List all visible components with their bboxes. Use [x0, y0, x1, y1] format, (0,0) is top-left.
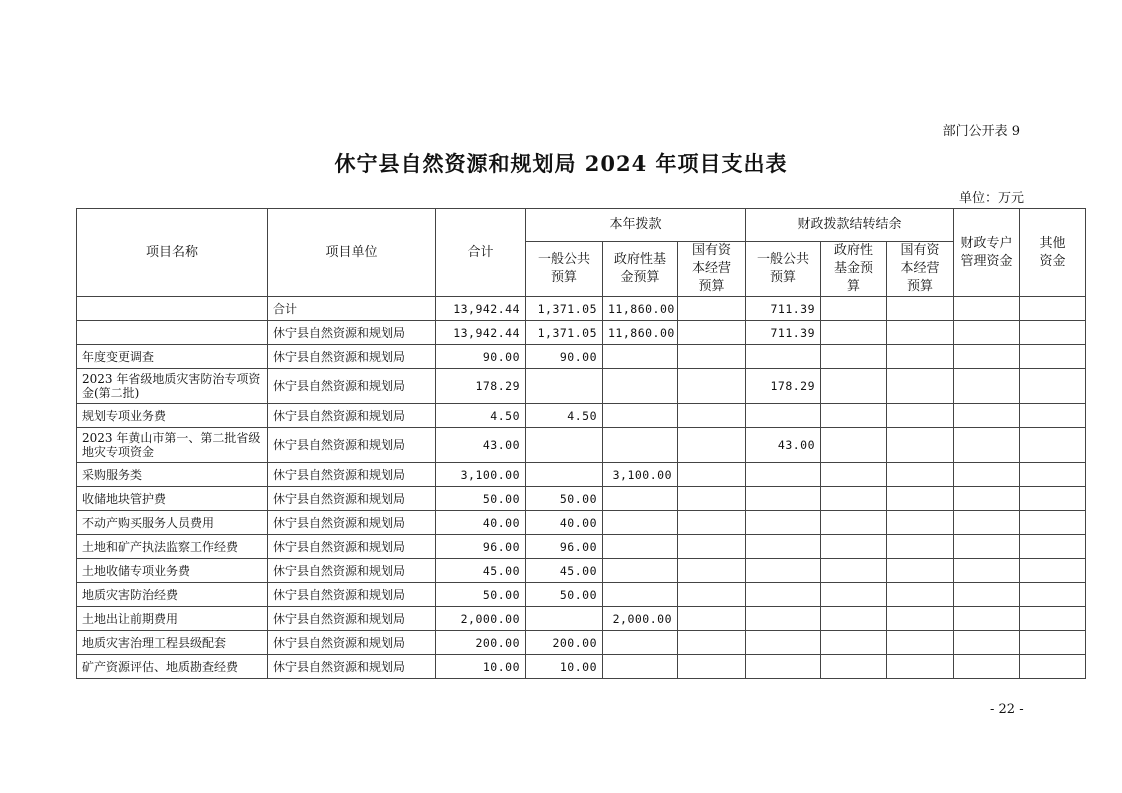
cell-name: 土地和矿产执法监察工作经费 [77, 535, 268, 559]
cell-state-capital [678, 487, 746, 511]
cell-total: 96.00 [436, 535, 526, 559]
cell-carry-state-capital [887, 583, 954, 607]
cell-name: 不动产购买服务人员费用 [77, 511, 268, 535]
table-row [77, 535, 1086, 559]
table-row [77, 369, 1086, 404]
cell-name: 采购服务类 [77, 463, 268, 487]
cell-special [954, 369, 1020, 404]
cell-carry-state-capital [887, 511, 954, 535]
cell-other [1020, 463, 1086, 487]
cell-carry-gov-fund [821, 535, 887, 559]
table-row [77, 583, 1086, 607]
cell-state-capital [678, 404, 746, 428]
cell-general [526, 369, 603, 404]
cell-name: 土地出让前期费用 [77, 607, 268, 631]
cell-general: 4.50 [526, 404, 603, 428]
cell-general: 10.00 [526, 655, 603, 679]
cell-general: 50.00 [526, 583, 603, 607]
cell-gov-fund [603, 428, 678, 463]
cell-carry-state-capital [887, 321, 954, 345]
cell-unit: 休宁县自然资源和规划局 [268, 607, 436, 631]
cell-carry-state-capital [887, 559, 954, 583]
cell-gov-fund [603, 404, 678, 428]
col-state-capital-budget [678, 242, 746, 297]
cell-unit: 休宁县自然资源和规划局 [268, 631, 436, 655]
cell-special [954, 463, 1020, 487]
col-project-name: 项目名称 [77, 209, 268, 297]
cell-carry-gov-fund [821, 463, 887, 487]
col-carry-gov-fund [821, 242, 887, 297]
cell-unit: 休宁县自然资源和规划局 [268, 583, 436, 607]
cell-unit: 休宁县自然资源和规划局 [268, 511, 436, 535]
cell-carry-state-capital [887, 535, 954, 559]
cell-name: 矿产资源评估、地质勘查经费 [77, 655, 268, 679]
cell-general: 1,371.05 [526, 297, 603, 321]
table-row [77, 297, 1086, 321]
col-gov-fund-budget [603, 242, 678, 297]
table-row [77, 655, 1086, 679]
cell-gov-fund [603, 583, 678, 607]
table-header [77, 209, 1086, 297]
cell-other [1020, 428, 1086, 463]
cell-carry-gov-fund [821, 487, 887, 511]
cell-total: 90.00 [436, 345, 526, 369]
cell-carry-general [746, 345, 821, 369]
cell-state-capital [678, 369, 746, 404]
col-special-account-label: 财政专户管理资金 [960, 235, 1013, 269]
cell-special [954, 535, 1020, 559]
cell-state-capital [678, 297, 746, 321]
table-row [77, 511, 1086, 535]
table-row [77, 404, 1086, 428]
cell-total: 13,942.44 [436, 297, 526, 321]
cell-other [1020, 631, 1086, 655]
cell-carry-gov-fund [821, 404, 887, 428]
cell-carry-general [746, 404, 821, 428]
cell-unit: 休宁县自然资源和规划局 [268, 428, 436, 463]
col-general-budget-label: 一般公共预算 [537, 252, 590, 285]
cell-carry-state-capital [887, 428, 954, 463]
cell-name: 2023 年黄山市第一、第二批省级地灾专项资金 [77, 428, 268, 463]
col-state-capital-budget-label: 国有资本经营预算 [691, 243, 731, 294]
cell-special [954, 511, 1020, 535]
cell-general [526, 463, 603, 487]
cell-name: 土地收储专项业务费 [77, 559, 268, 583]
col-carry-general-label: 一般公共预算 [757, 252, 810, 285]
cell-carry-general: 43.00 [746, 428, 821, 463]
cell-name: 地质灾害防治经费 [77, 583, 268, 607]
cell-total: 13,942.44 [436, 321, 526, 345]
cell-carry-state-capital [887, 607, 954, 631]
cell-special [954, 321, 1020, 345]
cell-total: 178.29 [436, 369, 526, 404]
cell-carry-general [746, 511, 821, 535]
cell-general: 200.00 [526, 631, 603, 655]
cell-carry-state-capital [887, 487, 954, 511]
cell-other [1020, 297, 1086, 321]
cell-gov-fund [603, 559, 678, 583]
col-other-funds-label: 其他资金 [1039, 235, 1066, 269]
cell-unit: 休宁县自然资源和规划局 [268, 655, 436, 679]
cell-state-capital [678, 511, 746, 535]
cell-total: 200.00 [436, 631, 526, 655]
cell-carry-gov-fund [821, 511, 887, 535]
cell-other [1020, 487, 1086, 511]
col-total: 合计 [436, 209, 526, 297]
cell-general: 90.00 [526, 345, 603, 369]
cell-carry-gov-fund [821, 428, 887, 463]
col-carry-general [746, 242, 821, 297]
cell-name [77, 321, 268, 345]
cell-carry-general [746, 559, 821, 583]
cell-carry-state-capital [887, 297, 954, 321]
cell-unit: 休宁县自然资源和规划局 [268, 369, 436, 404]
cell-carry-gov-fund [821, 631, 887, 655]
cell-carry-gov-fund [821, 607, 887, 631]
cell-carry-general [746, 583, 821, 607]
col-project-unit: 项目单位 [268, 209, 436, 297]
cell-unit: 休宁县自然资源和规划局 [268, 345, 436, 369]
cell-total: 45.00 [436, 559, 526, 583]
cell-general: 96.00 [526, 535, 603, 559]
page-number: - 22 - [990, 702, 1024, 717]
cell-gov-fund: 11,860.00 [603, 321, 678, 345]
cell-carry-gov-fund [821, 297, 887, 321]
cell-state-capital [678, 559, 746, 583]
cell-carry-general: 711.39 [746, 297, 821, 321]
cell-carry-state-capital [887, 463, 954, 487]
cell-total: 4.50 [436, 404, 526, 428]
cell-general [526, 428, 603, 463]
unit-label: 单位：万元 [958, 191, 1024, 206]
cell-carry-general [746, 631, 821, 655]
cell-state-capital [678, 607, 746, 631]
cell-gov-fund [603, 535, 678, 559]
cell-name: 2023 年省级地质灾害防治专项资金(第二批) [77, 369, 268, 404]
cell-carry-general [746, 535, 821, 559]
cell-unit: 休宁县自然资源和规划局 [268, 463, 436, 487]
cell-general [526, 607, 603, 631]
cell-special [954, 297, 1020, 321]
cell-state-capital [678, 631, 746, 655]
cell-carry-general [746, 655, 821, 679]
col-general-budget [526, 242, 603, 297]
table-row [77, 463, 1086, 487]
table-body [77, 297, 1086, 679]
cell-state-capital [678, 535, 746, 559]
col-carry-state-capital-label: 国有资本经营预算 [900, 243, 940, 294]
col-gov-fund-budget-label: 政府性基金预算 [613, 252, 666, 285]
cell-unit: 休宁县自然资源和规划局 [268, 559, 436, 583]
col-group-current-year: 本年拨款 [526, 209, 746, 242]
cell-carry-state-capital [887, 631, 954, 655]
cell-gov-fund [603, 369, 678, 404]
cell-total: 3,100.00 [436, 463, 526, 487]
cell-unit: 合计 [268, 297, 436, 321]
cell-name: 地质灾害治理工程县级配套 [77, 631, 268, 655]
cell-unit: 休宁县自然资源和规划局 [268, 404, 436, 428]
cell-special [954, 559, 1020, 583]
cell-gov-fund: 2,000.00 [603, 607, 678, 631]
cell-other [1020, 535, 1086, 559]
cell-special [954, 631, 1020, 655]
cell-total: 43.00 [436, 428, 526, 463]
cell-state-capital [678, 583, 746, 607]
cell-unit: 休宁县自然资源和规划局 [268, 321, 436, 345]
cell-name: 年度变更调查 [77, 345, 268, 369]
cell-carry-general: 711.39 [746, 321, 821, 345]
cell-total: 50.00 [436, 583, 526, 607]
cell-other [1020, 404, 1086, 428]
cell-special [954, 428, 1020, 463]
cell-other [1020, 583, 1086, 607]
cell-carry-gov-fund [821, 369, 887, 404]
cell-carry-gov-fund [821, 559, 887, 583]
cell-total: 50.00 [436, 487, 526, 511]
cell-carry-general [746, 463, 821, 487]
cell-general: 1,371.05 [526, 321, 603, 345]
table-row [77, 631, 1086, 655]
cell-other [1020, 607, 1086, 631]
col-group-carryover: 财政拨款结转结余 [746, 209, 954, 242]
table-row [77, 428, 1086, 463]
cell-unit: 休宁县自然资源和规划局 [268, 487, 436, 511]
cell-carry-gov-fund [821, 583, 887, 607]
cell-state-capital [678, 428, 746, 463]
cell-total: 40.00 [436, 511, 526, 535]
cell-carry-general: 178.29 [746, 369, 821, 404]
table-row [77, 559, 1086, 583]
cell-carry-state-capital [887, 369, 954, 404]
cell-carry-general [746, 607, 821, 631]
cell-gov-fund [603, 511, 678, 535]
cell-unit: 休宁县自然资源和规划局 [268, 535, 436, 559]
cell-gov-fund [603, 631, 678, 655]
cell-gov-fund: 11,860.00 [603, 297, 678, 321]
cell-general: 45.00 [526, 559, 603, 583]
cell-special [954, 655, 1020, 679]
project-expenditure-table [76, 208, 1086, 679]
cell-carry-state-capital [887, 345, 954, 369]
cell-name: 规划专项业务费 [77, 404, 268, 428]
col-carry-gov-fund-label: 政府性基金预算 [834, 243, 874, 294]
table-row [77, 345, 1086, 369]
cell-carry-general [746, 487, 821, 511]
table-row [77, 321, 1086, 345]
cell-state-capital [678, 655, 746, 679]
cell-other [1020, 345, 1086, 369]
cell-gov-fund: 3,100.00 [603, 463, 678, 487]
col-other-funds [1020, 209, 1086, 297]
form-number: 部门公开表 9 [942, 124, 1020, 139]
cell-special [954, 607, 1020, 631]
cell-other [1020, 369, 1086, 404]
cell-special [954, 487, 1020, 511]
cell-other [1020, 655, 1086, 679]
cell-special [954, 345, 1020, 369]
page-title: 休宁县自然资源和规划局 2024 年项目支出表 [334, 151, 788, 176]
cell-state-capital [678, 321, 746, 345]
cell-other [1020, 321, 1086, 345]
cell-gov-fund [603, 655, 678, 679]
cell-name [77, 297, 268, 321]
cell-general: 40.00 [526, 511, 603, 535]
table-row [77, 607, 1086, 631]
cell-total: 2,000.00 [436, 607, 526, 631]
cell-carry-state-capital [887, 404, 954, 428]
cell-special [954, 404, 1020, 428]
table-row [77, 487, 1086, 511]
col-carry-state-capital [887, 242, 954, 297]
cell-carry-state-capital [887, 655, 954, 679]
cell-other [1020, 511, 1086, 535]
cell-gov-fund [603, 487, 678, 511]
cell-state-capital [678, 345, 746, 369]
col-special-account [954, 209, 1020, 297]
cell-total: 10.00 [436, 655, 526, 679]
cell-carry-gov-fund [821, 655, 887, 679]
cell-other [1020, 559, 1086, 583]
cell-special [954, 583, 1020, 607]
cell-state-capital [678, 463, 746, 487]
cell-general: 50.00 [526, 487, 603, 511]
cell-carry-gov-fund [821, 345, 887, 369]
cell-name: 收储地块管护费 [77, 487, 268, 511]
cell-carry-gov-fund [821, 321, 887, 345]
cell-gov-fund [603, 345, 678, 369]
